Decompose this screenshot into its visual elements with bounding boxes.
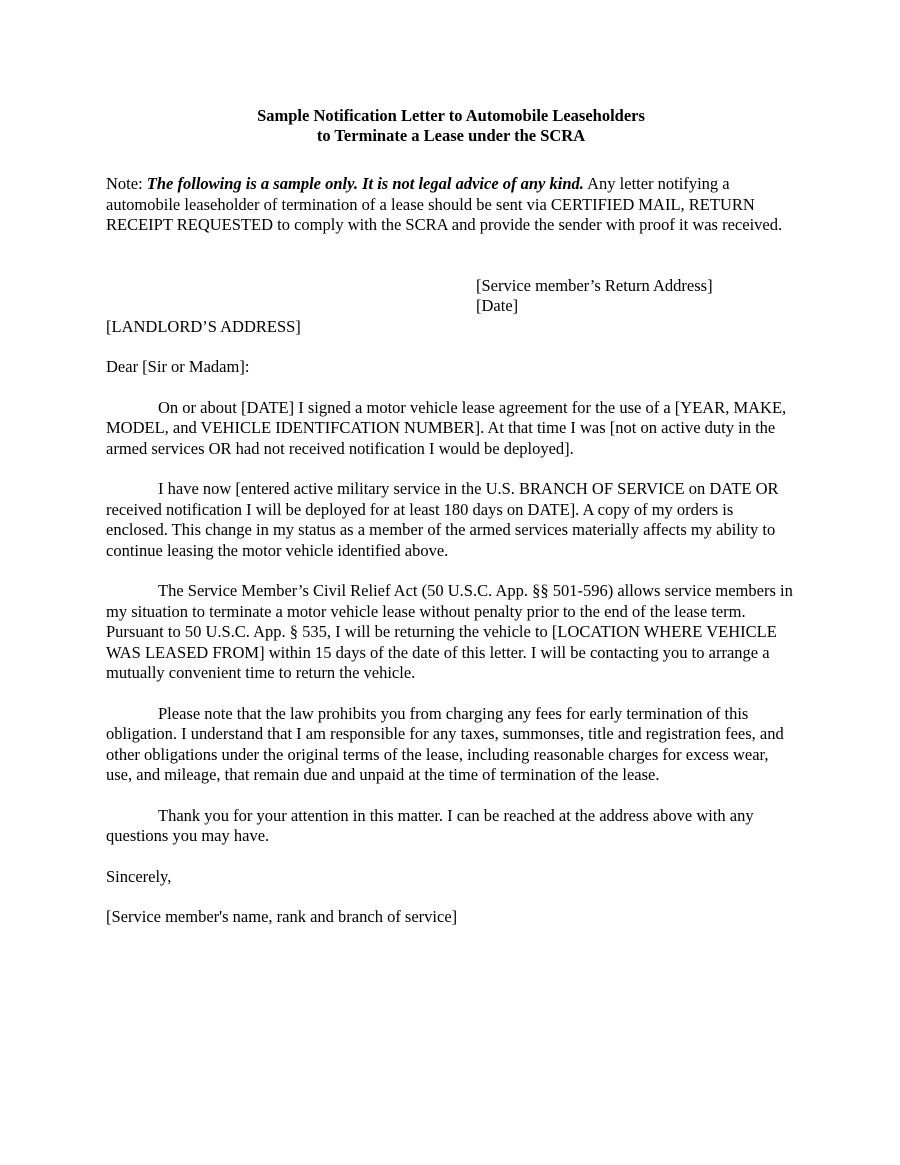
document-title: [106, 106, 796, 146]
body-paragraph: Please note that the law prohibits you from charging any fees for early termination of this obligation. I understand that I am responsible for any taxes, summonses, title and registration fees, and other obligations under the original terms of the lease, including reasonable charges for excess wear, use, and mileage, that remain due and unpaid at the time of termination of the lease.: [106, 703, 784, 784]
note-label: Note:: [106, 174, 147, 193]
sender-block: [476, 276, 796, 317]
closing: Sincerely,: [106, 866, 172, 886]
body-paragraph: The Service Member’s Civil Relief Act (50 U.S.C. App. §§ 501-596) allows service members in my situation to terminate a motor vehicle lease without penalty prior to the end of the lease term. Pursuant to 50 U.S.C. App. § 535, I will be returning the vehicle to [LOCATION WHERE VEHICLE WAS LEASED FROM] within 15 days of the date of this letter. I will be contacting you to arrange a mutually convenient time to return the vehicle.: [106, 581, 793, 682]
body-paragraph: Thank you for your attention in this matter. I can be reached at the address above with any questions you may have.: [106, 805, 754, 845]
note-emphasis: The following is a sample only. It is not legal advice of any kind.: [146, 174, 584, 193]
title-line-1: Sample Notification Letter to Automobile Leaseholders: [257, 106, 645, 125]
return-address: [Service member’s Return Address]: [476, 275, 713, 295]
body-paragraph: On or about [DATE] I signed a motor vehicle lease agreement for the use of a [YEAR, MAKE, MODEL, and VEHICLE IDENTIFCATION NUMBER]. At that time I was [not on active duty in the armed services OR had not received notification I would be deployed].: [106, 397, 787, 458]
signature-line: [Service member's name, rank and branch of service]: [106, 907, 458, 926]
body-paragraph: I have now [entered active military service in the U.S. BRANCH OF SERVICE on DATE OR received notification I will be deployed for at least 180 days on DATE]. A copy of my orders is enclosed. This change in my status as a member of the armed services materially affects my ability to continue leasing the motor vehicle identified above.: [106, 479, 779, 560]
letter-date: [Date]: [476, 296, 519, 315]
disclaimer-note: [106, 174, 796, 236]
title-line-2: to Terminate a Lease under the SCRA: [316, 126, 586, 145]
note-body: Any letter notifying a automobile leaseholder of termination of a lease should be sent via CERTIFIED MAIL, RETURN RECEIPT REQUESTED to comply with the SCRA and provide the sender with proof it was received.: [106, 174, 783, 234]
landlord-address: [LANDLORD’S ADDRESS]: [106, 316, 301, 336]
letter-page: [106, 106, 796, 928]
salutation: Dear [Sir or Madam]:: [106, 357, 250, 376]
